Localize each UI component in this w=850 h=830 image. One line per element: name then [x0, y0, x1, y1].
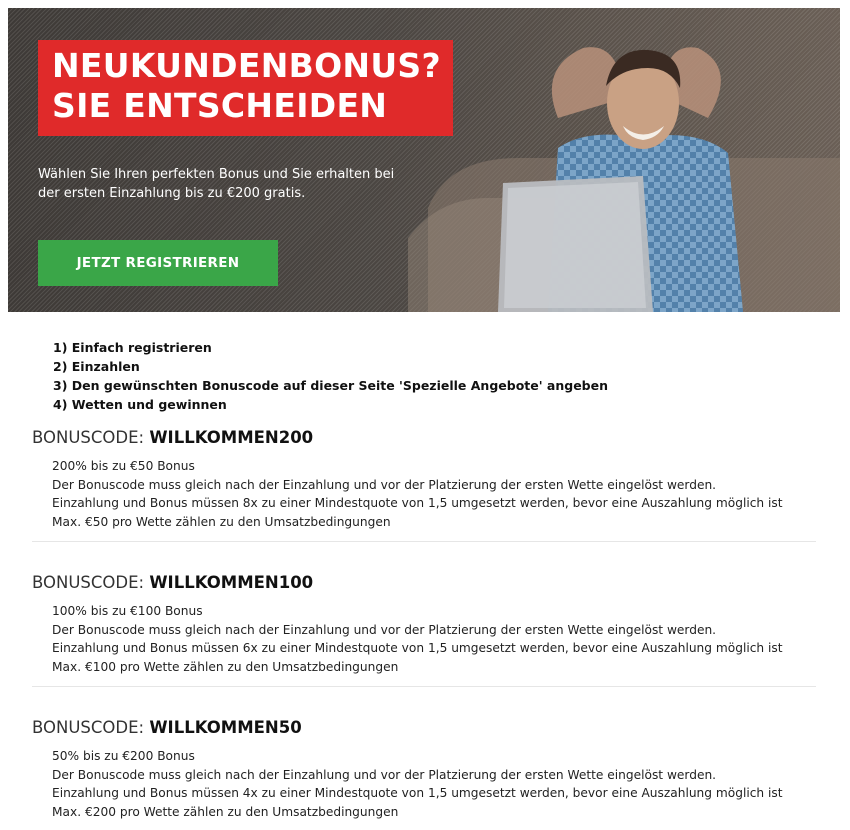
- headline-box: [38, 40, 453, 136]
- bonus-label: BONUSCODE:: [32, 573, 150, 592]
- bonus-section-50: [32, 718, 816, 821]
- section-divider: [32, 541, 816, 542]
- section-divider: [32, 686, 816, 687]
- bonus-line: Einzahlung und Bonus müssen 6x zu einer Mindestquote von 1,5 umgesetzt werden, bevor eine Auszahlung möglich ist: [52, 641, 783, 655]
- steps-list: [53, 338, 608, 414]
- bonus-line: 50% bis zu €200 Bonus: [52, 749, 195, 763]
- bonus-code: WILLKOMMEN200: [149, 428, 314, 447]
- bonus-line: Max. €50 pro Wette zählen zu den Umsatzbedingungen: [52, 514, 391, 529]
- bonus-line: Max. €100 pro Wette zählen zu den Umsatzbedingungen: [52, 659, 399, 674]
- hero-photo-relaxing-man: [408, 8, 840, 312]
- step-item: 1) Einfach registrieren: [53, 340, 212, 355]
- step-item: 4) Wetten und gewinnen: [53, 397, 227, 412]
- bonus-description: [52, 602, 816, 676]
- bonus-line: Einzahlung und Bonus müssen 4x zu einer Mindestquote von 1,5 umgesetzt werden, bevor eine Auszahlung möglich ist: [52, 786, 783, 800]
- bonus-section-100: [32, 573, 816, 687]
- bonus-section-200: [32, 428, 816, 542]
- bonus-description: [52, 457, 816, 531]
- bonus-code: WILLKOMMEN100: [149, 573, 314, 592]
- bonus-line: 200% bis zu €50 Bonus: [52, 459, 195, 473]
- bonus-title: [32, 718, 816, 738]
- bonus-title: [32, 428, 816, 448]
- bonus-line: 100% bis zu €100 Bonus: [52, 604, 203, 618]
- bonus-line: Einzahlung und Bonus müssen 8x zu einer Mindestquote von 1,5 umgesetzt werden, bevor eine Auszahlung möglich ist: [52, 496, 783, 510]
- headline-line-2: SIE ENTSCHEIDEN: [52, 86, 388, 125]
- bonus-label: BONUSCODE:: [32, 718, 150, 737]
- step-item: 3) Den gewünschten Bonuscode auf dieser Seite 'Spezielle Angebote' angeben: [53, 378, 608, 393]
- bonus-line: Der Bonuscode muss gleich nach der Einzahlung und vor der Platzierung der ersten Wette eingelöst werden.: [52, 767, 717, 782]
- bonus-line: Der Bonuscode muss gleich nach der Einzahlung und vor der Platzierung der ersten Wette eingelöst werden.: [52, 477, 717, 492]
- hero-subtext: Wählen Sie Ihren perfekten Bonus und Sie erhalten bei der ersten Einzahlung bis zu €200 gratis.: [38, 167, 395, 201]
- bonus-label: BONUSCODE:: [32, 428, 150, 447]
- bonus-description: [52, 747, 816, 821]
- bonus-title: [32, 573, 816, 593]
- bonus-line: Max. €200 pro Wette zählen zu den Umsatzbedingungen: [52, 804, 399, 819]
- bonus-line: Der Bonuscode muss gleich nach der Einzahlung und vor der Platzierung der ersten Wette eingelöst werden.: [52, 622, 717, 637]
- register-button[interactable]: JETZT REGISTRIEREN: [38, 240, 278, 286]
- headline-line-1: NEUKUNDENBONUS?: [52, 46, 441, 85]
- step-item: 2) Einzahlen: [53, 359, 140, 374]
- hero-banner: [8, 8, 840, 312]
- bonus-code: WILLKOMMEN50: [149, 718, 302, 737]
